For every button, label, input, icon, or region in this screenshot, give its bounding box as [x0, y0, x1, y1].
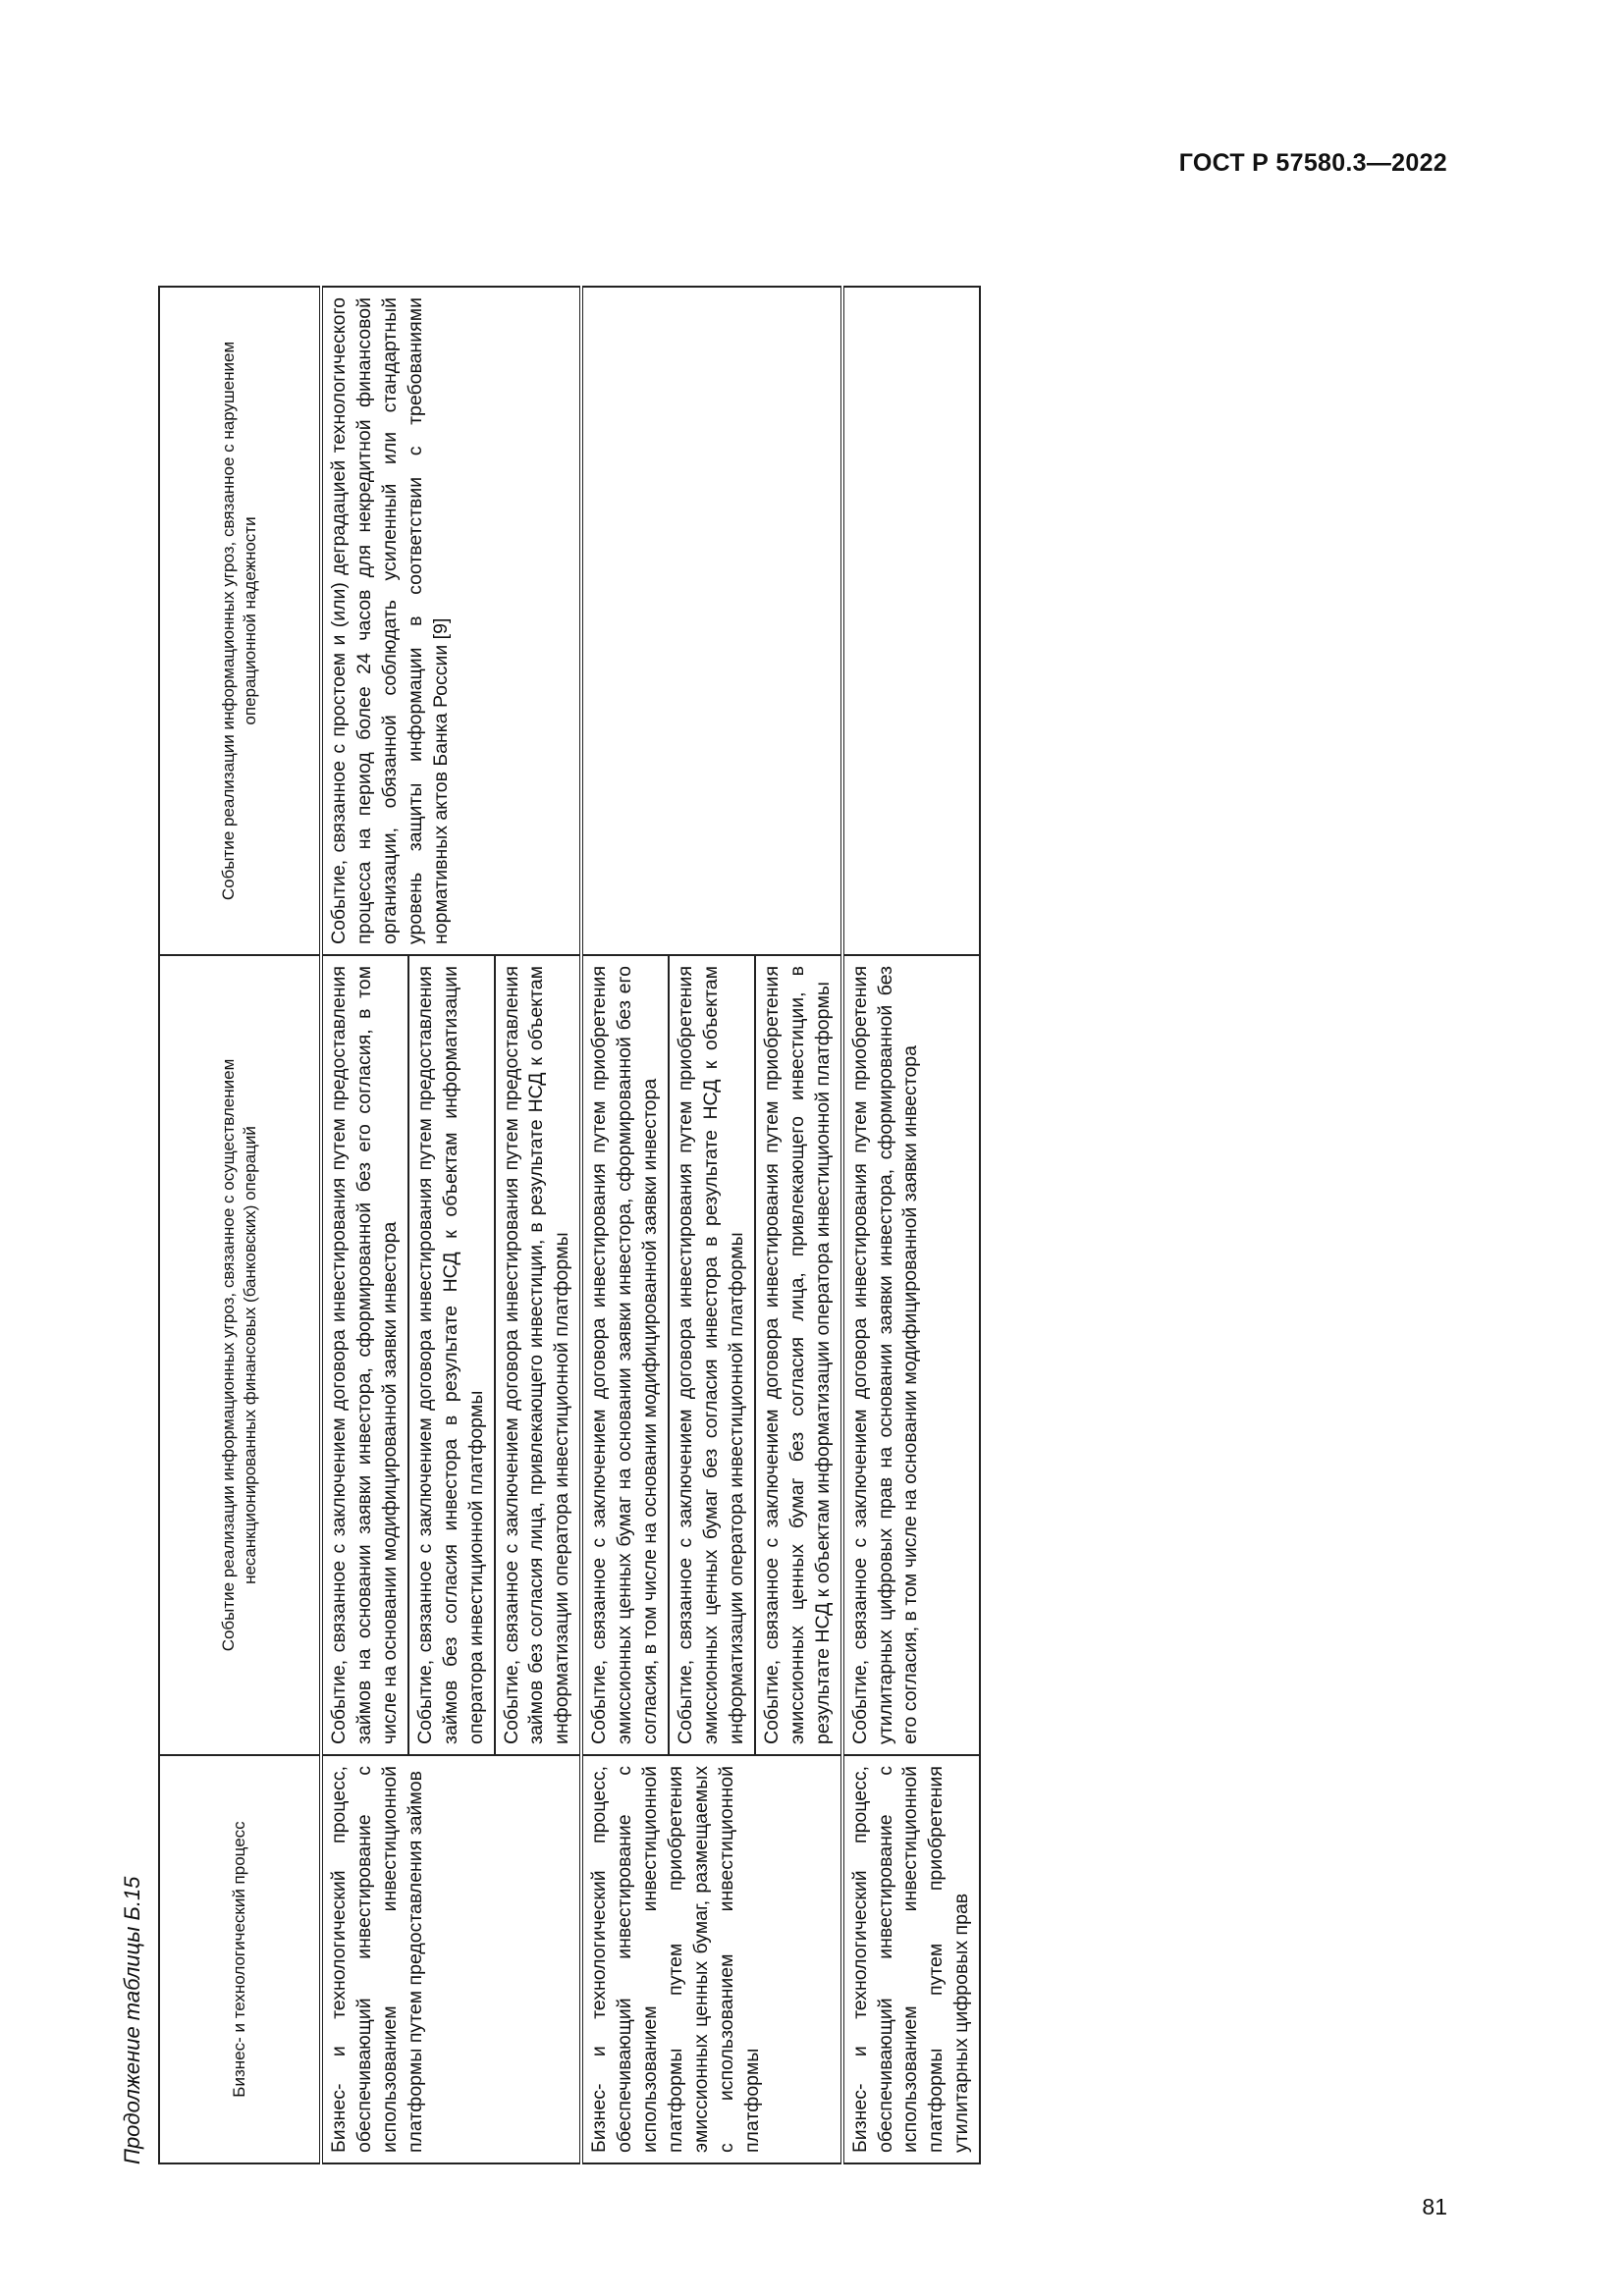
process-cell: Бизнес- и технологический процесс, обеспечивающий инвестирование с использованием инвестиционной платформы путем приобретения эмиссионных ценных бумаг, размещаемых с использованием инвестиционной платформы: [581, 1755, 841, 2163]
event-cell: Событие, связанное с заключением договора инвестирования путем предоставления займов без согласия инвестора в результате НСД к объектам информатизации оператора инвестиционной платформы: [408, 955, 495, 1755]
threat-events-table: [158, 286, 981, 2164]
reliability-event-cell-empty: [842, 287, 981, 955]
document-code: ГОСТ Р 57580.3—2022: [1178, 149, 1447, 177]
table-row: [321, 287, 408, 2163]
event-cell: Событие, связанное с заключением договора инвестирования путем предоставления займов без согласия лица, привлекающего инвестиции, в результате НСД к объектам информатизации оператора инвестиционной платформы: [495, 955, 582, 1755]
table-continuation-caption: Продолжение таблицы Б.15: [120, 1876, 144, 2164]
table-header-row: [159, 287, 321, 2163]
process-cell: Бизнес- и технологический процесс, обеспечивающий инвестирование с использованием инвестиционной платформы путем предоставления займов: [321, 1755, 581, 2163]
column-header-process: Бизнес- и технологический процесс: [159, 1755, 321, 2163]
event-cell: Событие, связанное с заключением договора инвестирования путем приобретения утилитарных цифровых прав на основании заявки инвестора, сформированной без его согласия, в том числе на основании модифицированной заявки инвестора: [842, 955, 981, 1755]
rotated-table-area: [109, 236, 1258, 2199]
process-cell: Бизнес- и технологический процесс, обеспечивающий инвестирование с использованием инвестиционной платформы путем приобретения утилитарных цифровых прав: [842, 1755, 981, 2163]
column-header-operational-reliability: Событие реализации информационных угроз, связанное с нарушением операционной надежности: [159, 287, 321, 955]
event-cell: Событие, связанное с заключением договора инвестирования путем приобретения эмиссионных ценных бумаг без согласия инвестора в результате НСД к объектам информатизации оператора инвестиционной платформы: [669, 955, 755, 1755]
event-cell: Событие, связанное с заключением договора инвестирования путем предоставления займов на основании заявки инвестора, сформированной без его согласия, в том числе на основании модифицированной заявки инвестора: [321, 955, 408, 1755]
event-cell: Событие, связанное с заключением договора инвестирования путем приобретения эмиссионных ценных бумаг на основании заявки инвестора, сформированной без его согласия, в том числе на основании модифицированной заявки инвестора: [581, 955, 669, 1755]
page-number: 81: [1422, 2194, 1447, 2219]
column-header-unauthorized-operations: Событие реализации информационных угроз, связанное с осуществлением несанкционированных финансовых (банковских) операций: [159, 955, 321, 1755]
table-row: [842, 287, 981, 2163]
event-cell: Событие, связанное с заключением договора инвестирования путем приобретения эмиссионных ценных бумаг без согласия лица, привлекающего инвестиции, в результате НСД к объектам информатизации оператора инвестиционной платформы: [755, 955, 842, 1755]
table-row: [581, 287, 669, 2163]
reliability-event-cell-empty: [581, 287, 841, 955]
reliability-event-cell: Событие, связанное с простоем и (или) деградацией технологического процесса на период более 24 часов для некредитной финансовой организации, обязанной соблюдать усиленный или стандартный уровень защиты информации в соответствии с требованиями нормативных актов Банка России [9]: [321, 287, 581, 955]
